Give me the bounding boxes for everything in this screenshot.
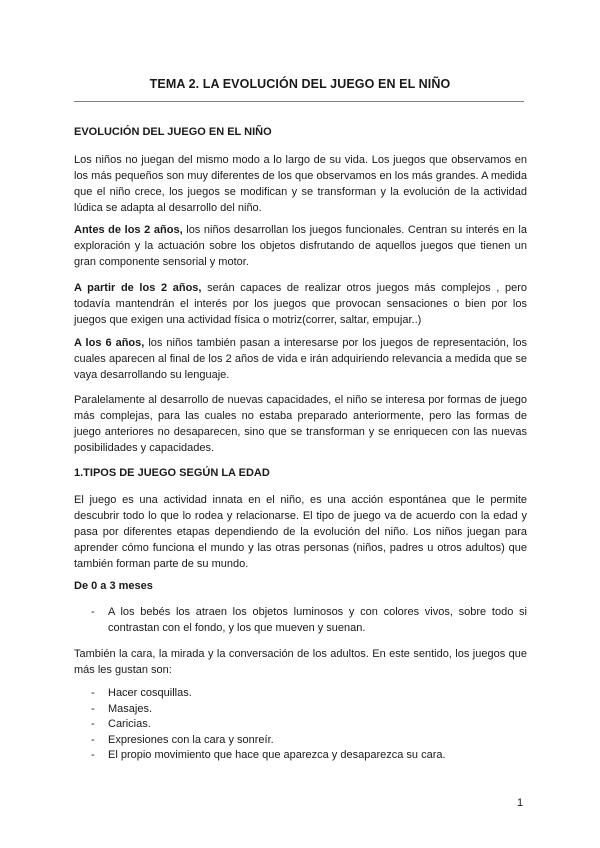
page-number: 1 xyxy=(517,797,524,809)
list-item-text: Caricias. xyxy=(108,718,151,731)
document-title: TEMA 2. LA EVOLUCIÓN DEL JUEGO EN EL NIÑO xyxy=(149,77,451,91)
list-item xyxy=(74,605,527,636)
paragraph-text: los niños desarrollan los juegos funcionales. Centran su interés en la exploración y la actuación sobre los objetos disfrutando de aquellos juegos que tienen un gran componente sensorial y motor. xyxy=(74,224,527,268)
bullet-dash: - xyxy=(91,749,95,762)
list-item xyxy=(74,717,527,733)
list-item xyxy=(74,702,527,718)
paragraph-lead: A partir de los 2 años, xyxy=(74,282,202,294)
paragraph-intro: Los niños no juegan del mismo modo a lo largo de su vida. Los juegos que observamos en los más pequeños son muy diferentes de los que observamos en los más grandes. A medida que el niño crece, los juegos se modifican y se transforman y la evolución de la actividad lúdica se adapta al desarrollo del niño. xyxy=(74,154,527,214)
list-item xyxy=(74,733,527,749)
paragraph-text: los niños también pasan a interesarse por los juegos de representación, los cuales aparecen al final de los 2 años de vida e irán adquiriendo relevancia a medida que se vaya desarrollando su lenguaje. xyxy=(74,337,527,381)
list-item xyxy=(74,748,527,764)
title-divider xyxy=(74,101,524,102)
bullet-dash: - xyxy=(91,733,95,746)
list-item-text: Masajes. xyxy=(108,702,153,715)
list-item-text: Hacer cosquillas. xyxy=(108,687,192,699)
paragraph-text: serán capaces de realizar otros juegos más complejos , pero todavía mantendrán el interés por los juegos que provocan sensaciones o bien por los juegos que exigen una actividad física o motriz(correr, saltar, empujar..) xyxy=(74,282,527,326)
bullet-dash: - xyxy=(91,687,95,699)
bullet-dash: - xyxy=(91,702,95,715)
list-item-text: A los bebés los atraen los objetos luminosos y con colores vivos, sobre todo si contrastan con el fondo, y los que mueven y suenan. xyxy=(108,606,527,634)
list-item xyxy=(74,686,527,702)
paragraph-parallel-development: Paralelamente al desarrollo de nuevas capacidades, el niño se interesa por formas de juego más complejas, para las cuales no estaba preparado anteriormente, pero las formas de juego anteriores no desaparecen, sino que se transforman y se enriquecen con las nuevas posibilidades y capacidades. xyxy=(74,394,527,454)
paragraph-innate-play: El juego es una actividad innata en el niño, es una acción espontánea que le permite descubrir todo lo que lo rodea y relacionarse. El tipo de juego va de acuerdo con la edad y pasa por diferentes etapas dependiendo de la evolución del niño. Los niños juegan para aprender cómo funciona el mundo y las otras personas (niños, padres u otros adultos) que también forman parte de su mundo. xyxy=(74,494,527,570)
attractions-list xyxy=(74,605,527,636)
paragraph-before-2-years xyxy=(74,223,527,271)
paragraph-lead: A los 6 años, xyxy=(74,337,145,349)
paragraph-from-2-years xyxy=(74,281,527,329)
paragraph-6-years xyxy=(74,336,527,384)
section-heading: EVOLUCIÓN DEL JUEGO EN EL NIÑO xyxy=(74,126,272,138)
paragraph-faces: También la cara, la mirada y la conversación de los adultos. En este sentido, los juegos que más les gustan son: xyxy=(74,648,527,676)
bullet-dash: - xyxy=(91,606,95,618)
section-heading-types: 1.TIPOS DE JUEGO SEGÚN LA EDAD xyxy=(74,467,270,479)
sub-heading-age-range: De 0 a 3 meses xyxy=(74,580,153,592)
games-list xyxy=(74,686,527,764)
bullet-dash: - xyxy=(91,718,95,731)
list-item-text: Expresiones con la cara y sonreír. xyxy=(108,733,274,746)
paragraph-lead: Antes de los 2 años, xyxy=(74,224,183,236)
list-item-text: El propio movimiento que hace que aparezca y desaparezca su cara. xyxy=(108,749,446,762)
